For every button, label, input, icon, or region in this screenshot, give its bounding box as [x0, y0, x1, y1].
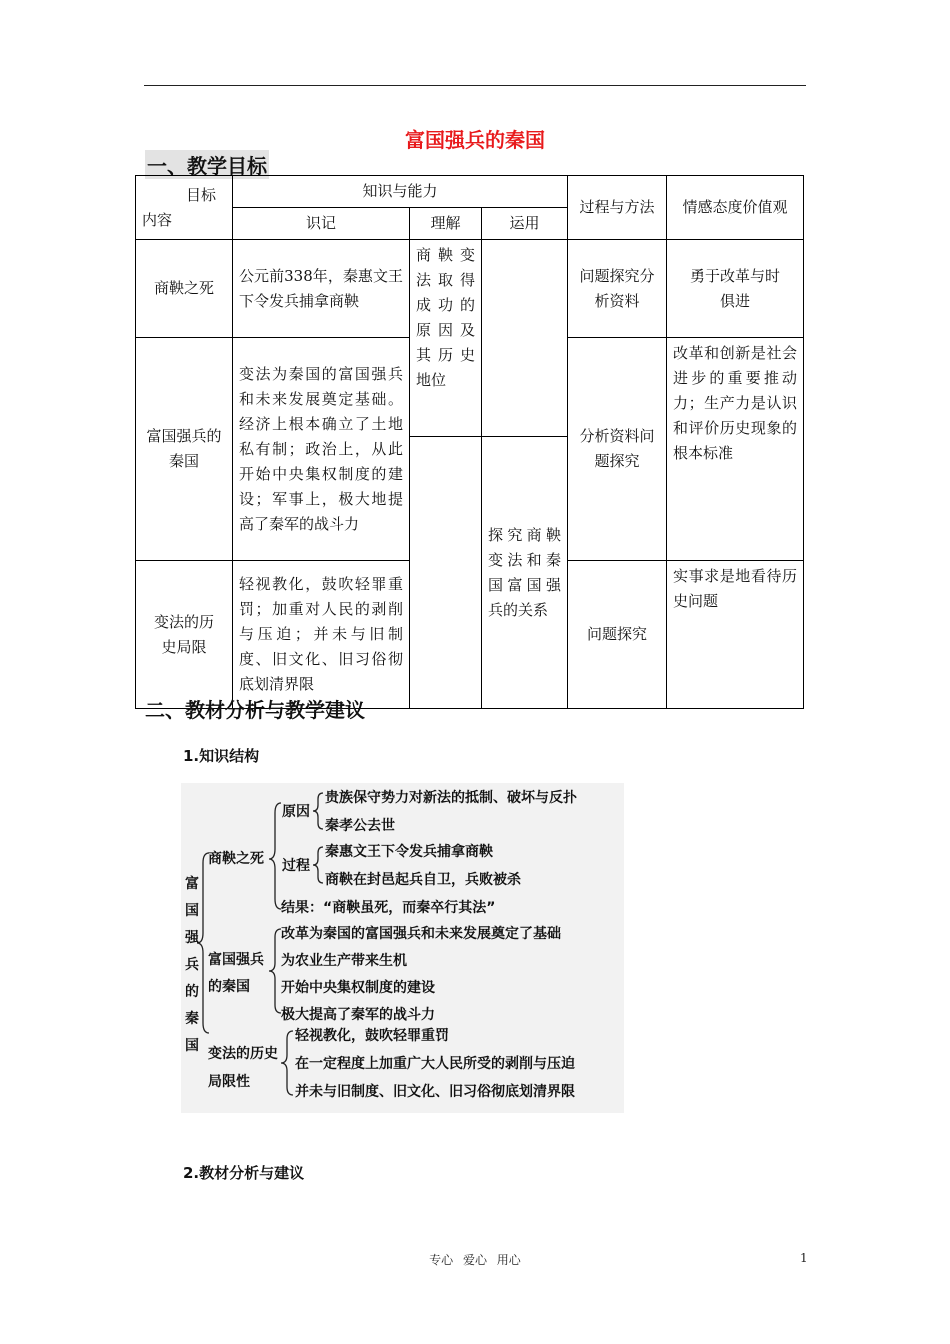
page-title: 富国强兵的秦国	[405, 128, 545, 152]
row-process-cell: 问题探究	[568, 561, 667, 709]
teaching-goals-table	[135, 175, 804, 709]
row-content-cell: 富国强兵的秦国	[136, 338, 233, 561]
row-process-cell: 问题探究分析资料	[568, 240, 667, 338]
diagram-branch-1: 商鞅之死	[208, 851, 264, 867]
diagram-process-label: 过程	[282, 858, 310, 874]
diagram-cause-1: 贵族保守势力对新法的抵制、破坏与反扑	[325, 790, 577, 806]
diagram-branch-3-line2: 局限性	[208, 1074, 250, 1090]
understand-header: 理解	[410, 208, 482, 240]
branch2-bracket	[269, 929, 281, 1013]
diagram-branch-2-line2: 的秦国	[208, 979, 250, 995]
row-recall-cell: 轻视教化，鼓吹轻罪重罚；加重对人民的剥削与压迫；并未与旧制度、旧文化、旧习俗彻底划清界限	[233, 561, 410, 709]
process-header: 过程与方法	[568, 176, 667, 240]
diagram-b3-item: 轻视教化，鼓吹轻罪重罚	[295, 1028, 449, 1044]
process-bracket	[313, 847, 323, 883]
section-heading-goals: 一、教学目标	[145, 150, 269, 179]
row-emotion-cell: 勇于改革与时俱进	[667, 240, 804, 338]
apply-header: 运用	[482, 208, 568, 240]
row-content-cell: 变法的历史局限	[136, 561, 233, 709]
row-recall-cell: 变法为秦国的富国强兵和未来发展奠定基础。经济上根本确立了土地私有制；政治上，从此开始中央集权制度的建设；军事上，极大地提高了秦军的战斗力	[233, 338, 410, 561]
corner-header-cell	[136, 176, 233, 240]
diagram-process-1: 秦惠文王下令发兵捕拿商鞅	[325, 844, 493, 860]
knowledge-structure-diagram	[181, 783, 624, 1113]
subheading-structure: 1.知识结构	[183, 747, 260, 765]
branch3-bracket	[281, 1031, 293, 1095]
row-content-cell: 商鞅之死	[136, 240, 233, 338]
section-heading-analysis: 二、教材分析与教学建议	[145, 698, 365, 722]
recall-header: 识记	[233, 208, 410, 240]
understand-merged-cell: 商鞅变法取得成功的原因及其历史地位	[410, 240, 482, 437]
page-number: 1	[800, 1251, 808, 1265]
knowledge-header: 知识与能力	[233, 176, 568, 208]
corner-bottom-label: 内容	[142, 210, 173, 229]
diagram-process-2: 商鞅在封邑起兵自卫，兵败被杀	[325, 872, 521, 888]
diagram-b2-item: 为农业生产带来生机	[281, 953, 407, 969]
diagram-b2-item: 改革为秦国的富国强兵和未来发展奠定了基础	[281, 926, 561, 942]
corner-top-label: 目标	[185, 185, 216, 204]
header-rule	[144, 85, 806, 86]
diagram-branch-3-line1: 变法的历史	[208, 1046, 278, 1062]
diagram-b2-item: 开始中央集权制度的建设	[281, 980, 435, 996]
row-process-cell: 分析资料问题探究	[568, 338, 667, 561]
diagram-result: 结果：“商鞅虽死，而秦卒行其法”	[281, 900, 496, 916]
diagram-branch-2-line1: 富国强兵	[208, 952, 264, 968]
diagram-cause-2: 秦孝公去世	[325, 818, 395, 834]
cause-bracket	[313, 793, 323, 829]
branch1-bracket	[269, 803, 281, 909]
apply-merged-cell: 探究商鞅变法和秦国富国强兵的关系	[482, 437, 568, 709]
diagram-b3-item: 并未与旧制度、旧文化、旧习俗彻底划清界限	[295, 1084, 575, 1100]
diagram-cause-label: 原因	[282, 804, 310, 820]
apply-empty-cell	[482, 240, 568, 437]
emotion-header: 情感态度价值观	[667, 176, 804, 240]
diagram-root: 富国强兵的秦国	[185, 876, 199, 1054]
page-footer: 专心 爱心 用心	[429, 1253, 521, 1267]
row-emotion-cell: 实事求是地看待历史问题	[667, 561, 804, 709]
row-recall-cell: 公元前338年，秦惠文王下令发兵捕拿商鞅	[233, 240, 410, 338]
row-emotion-cell: 改革和创新是社会进步的重要推动力；生产力是认识和评价历史现象的根本标准	[667, 338, 804, 561]
diagram-b2-item: 极大提高了秦军的战斗力	[281, 1007, 435, 1023]
diagram-b3-item: 在一定程度上加重广大人民所受的剥削与压迫	[295, 1056, 575, 1072]
subheading-analysis: 2.教材分析与建议	[183, 1164, 305, 1182]
understand-empty-cell	[410, 437, 482, 709]
